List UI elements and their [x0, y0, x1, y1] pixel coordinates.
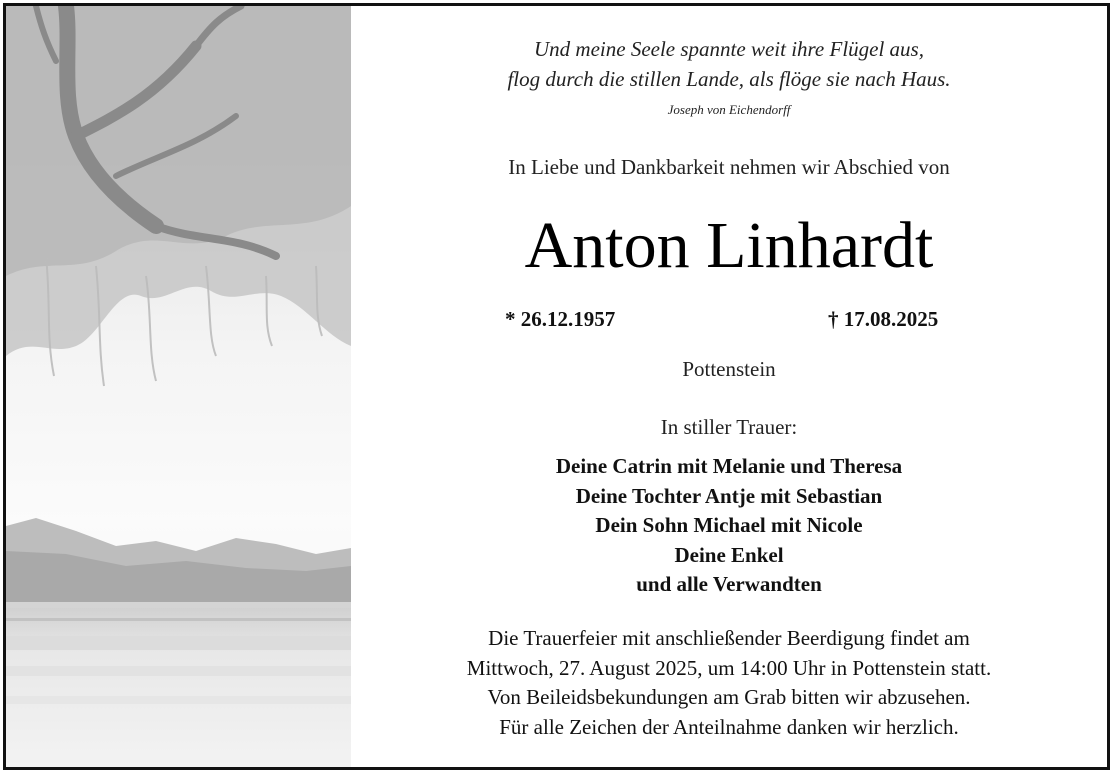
quote-line: flog durch die stillen Lande, als flöge sie nach Haus. — [507, 67, 951, 91]
quote — [351, 34, 1107, 94]
intro-text: In Liebe und Dankbarkeit nehmen wir Abschied von — [508, 155, 950, 179]
notice-line: Die Trauerfeier mit anschließender Beerdigung findet am — [488, 626, 970, 650]
funeral-notice — [351, 624, 1107, 742]
mourner-line: Deine Tochter Antje mit Sebastian — [575, 483, 883, 508]
notice-line: Für alle Zeichen der Anteilnahme danken wir herzlich. — [499, 714, 959, 739]
obituary-text — [351, 6, 1107, 767]
landscape-photo — [6, 6, 351, 767]
birth-date: * 26.12.1957 — [505, 307, 616, 331]
quote-author: Joseph von Eichendorff — [667, 102, 791, 117]
notice-line: Von Beileidsbekundungen am Grab bitten wir abzusehen. — [487, 685, 971, 709]
mourning-heading: In stiller Trauer: — [660, 415, 798, 439]
mourner-line: Deine Catrin mit Melanie und Theresa — [555, 454, 903, 478]
mourners-list — [351, 452, 1107, 600]
quote-line: Und meine Seele spannte weit ihre Flügel aus, — [534, 37, 924, 61]
death-date: † 17.08.2025 — [828, 307, 939, 331]
tree-lake-image — [6, 6, 351, 767]
obituary-frame — [3, 3, 1110, 770]
mourner-line: und alle Verwandten — [636, 572, 822, 596]
mourner-line: Dein Sohn Michael mit Nicole — [595, 513, 863, 537]
mourner-line: Deine Enkel — [674, 542, 784, 567]
place: Pottenstein — [682, 357, 776, 381]
deceased-name: Anton Linhardt — [524, 209, 934, 282]
notice-line: Mittwoch, 27. August 2025, um 14:00 Uhr in Pottenstein statt. — [466, 655, 992, 680]
